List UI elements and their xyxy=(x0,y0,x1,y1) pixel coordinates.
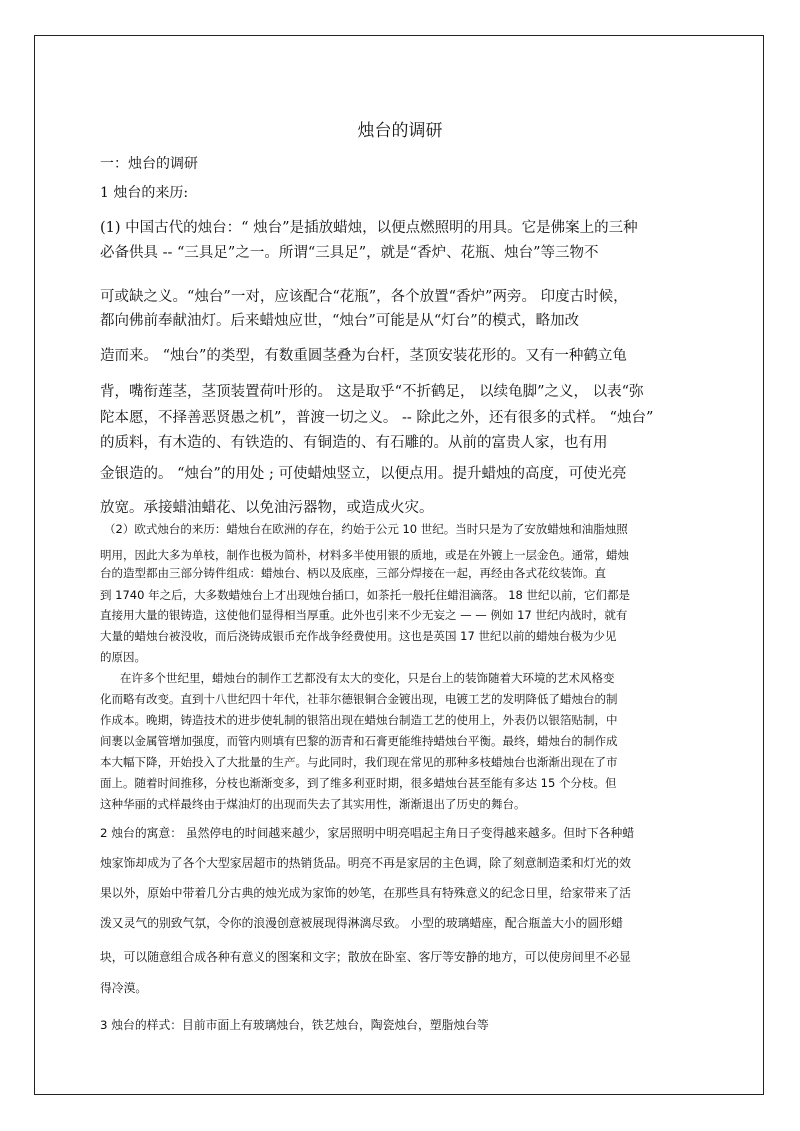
paragraph-line: （2）欧式烛台的来历：蜡烛台在欧洲的存在，约始于公元 10 世纪。当时只是为了安放蜡烛和油脂烛照 xyxy=(104,522,628,536)
paragraph-line: 本大幅下降，开始投入了大批量的生产。与此同时，我们现在常见的那种多枝蜡烛台也渐渐出现在了市 xyxy=(100,755,618,769)
paragraph-line: 间裹以金属管增加强度，而管内则填有巴黎的沥青和石膏更能维持蜡烛台平衡。最终，蜡烛台的制作成 xyxy=(100,734,618,748)
paragraph-line: 到 1740 年之后，大多数蜡烛台上才出现烛台插口，如茶托一般托住蜡泪滴落。 18 世纪以前，它们都是 xyxy=(100,588,631,602)
paragraph-line: 在许多个世纪里，蜡烛台的制作工艺都没有太大的变化，只是台上的装饰随着大环境的艺术风格变 xyxy=(120,671,615,685)
paragraph-line: 这种华丽的式样最终由于煤油灯的出现而失去了其实用性，渐渐退出了历史的舞台。 xyxy=(100,797,526,811)
paragraph-line: 的原因。 xyxy=(100,650,146,664)
paragraph-line: 得冷漠。 xyxy=(100,981,148,995)
paragraph-line: (1) 中国古代的烛台：“ 烛台”是插放蜡烛，以便点燃照明的用具。它是佛案上的三种 xyxy=(100,220,638,236)
paragraph-line: 可或缺之义。“烛台”一对，应该配合“花瓶”，各个放置“香炉”两旁。 印度古时候， xyxy=(100,289,628,305)
paragraph-line: 都向佛前奉献油灯。后来蜡烛应世，“烛台”可能是从“灯台”的模式，略加改 xyxy=(100,313,580,329)
paragraph-line: 台的造型都由三部分铸件组成：蜡烛台、柄以及底座，三部分焊接在一起，再经由各式花纹装饰。直 xyxy=(100,566,606,580)
paragraph-line: 金银造的。 “烛台”的用处 ; 可使蜡烛竖立，以便点用。提升蜡烛的高度，可使光亮 xyxy=(100,466,627,482)
paragraph-line: 果以外，原始中带着几分古典的烛光成为家饰的妙笔，在那些具有特殊意义的纪念日里，给家带来了活 xyxy=(100,886,631,900)
section-heading: 一：烛台的调研 xyxy=(100,156,198,172)
paragraph-line: 作成本。晚期，铸造技术的进步使轧制的银箔出现在蜡烛台制造工艺的使用上，外表仍以银箔贴制，中 xyxy=(100,713,618,727)
paragraph-line: 背，嘴衔莲茎，茎顶装置荷叶形的。 这是取乎“不折鹤足， 以续龟脚”之义， 以表“弥 xyxy=(100,384,644,400)
subsection-heading: 1 烛台的来历: xyxy=(100,185,189,201)
paragraph-line: 必备供具 -- “三具足”之一。所谓“三具足”，就是“香炉、花瓶、烛台”等三物不 xyxy=(100,245,599,261)
paragraph-line: 造而来。 “烛台”的类型，有数重圆茎叠为台杆，茎顶安装花形的。又有一种鹤立龟 xyxy=(100,348,627,364)
paragraph-line: 明用，因此大多为单枝，制作也极为简朴，材料多半使用银的质地，或是在外镀上一层金色。通常，蜡烛 xyxy=(100,548,629,562)
paragraph-line: 泼又灵气的别致气氛，令你的浪漫创意被展现得淋漓尽致。 小型的玻璃蜡座，配合瓶盖大小的圆形蜡 xyxy=(100,916,623,930)
paragraph-line: 放宽。承接蜡油蜡花、以免油污器物，或造成火灾。 xyxy=(100,500,434,516)
paragraph-line: 面上。随着时间推移，分枝也渐渐变多，到了维多利亚时期，很多蜡烛台甚至能有多达 15 个分枝。但 xyxy=(100,776,617,790)
paragraph-line: 化而略有改变。直到十八世纪四十年代，社菲尔德银铜合金镀出现，电镀工艺的发明降低了蜡烛台的制 xyxy=(100,692,618,706)
paragraph-line: 陀本愿，不择善恶贤愚之机”，普渡一切之义。 -- 除此之外，还有很多的式样。 “烛台” xyxy=(100,410,654,426)
paragraph-line: 2 烛台的寓意： 虽然停电的时间越来越少，家居照明中明亮唱起主角日子变得越来越多。但时下各种蜡 xyxy=(100,826,635,840)
subsection-heading: 3 烛台的样式：目前市面上有玻璃烛台，铁艺烛台，陶瓷烛台，塑脂烛台等 xyxy=(100,1018,489,1032)
paragraph-line: 直接用大量的银铸造，这使他们显得相当厚重。此外也引来不少无妄之 — — 例如 17 世纪内战时，就有 xyxy=(100,608,628,622)
paragraph-line: 块，可以随意组合成各种有意义的图案和文字；散放在卧室、客厅等安静的地方，可以使房间里不必显 xyxy=(100,950,631,964)
paragraph-line: 烛家饰却成为了各个大型家居超市的热销货品。明亮不再是家居的主色调，除了刻意制造柔和灯光的效 xyxy=(100,856,631,870)
document-title: 烛台的调研 xyxy=(357,121,443,141)
paragraph-line: 的质料，有木造的、有铁造的、有铜造的、有石雕的。从前的富贵人家，也有用 xyxy=(100,435,608,451)
paragraph-line: 大量的蜡烛台被没收，而后浇铸成银币充作战争经费使用。这也是英国 17 世纪以前的蜡烛台极为少见 xyxy=(100,629,617,643)
